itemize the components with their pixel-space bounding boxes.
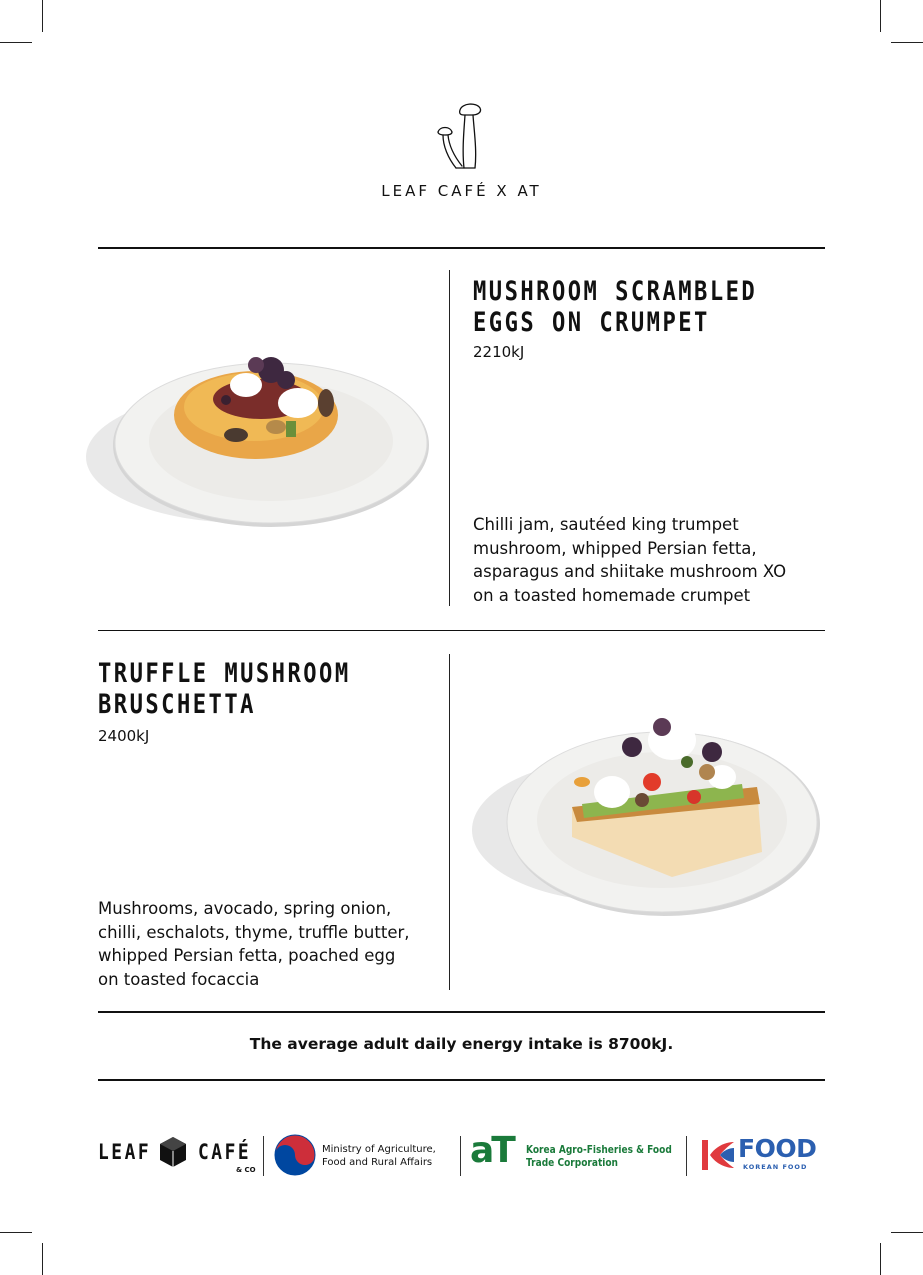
divider (98, 1011, 825, 1013)
crop-mark (891, 42, 923, 43)
dish-energy: 2400kJ (98, 727, 150, 745)
dish-photo-bruschetta (472, 712, 824, 922)
at-mark: aT (470, 1130, 513, 1171)
crop-mark (880, 1243, 881, 1275)
crop-mark (891, 1232, 923, 1233)
kfood-sub: KOREAN FOOD (743, 1163, 808, 1171)
at-name-line: Trade Corporation (526, 1157, 618, 1169)
leaf-cafe-sub: & CO (236, 1166, 256, 1174)
divider (98, 247, 825, 249)
logo-separator (686, 1136, 687, 1176)
dish-title (98, 658, 351, 720)
dish-title-line: EGGS ON CRUMPET (473, 307, 710, 338)
footer-logos (98, 1130, 825, 1180)
dish-description-line: on toasted focaccia (98, 969, 260, 989)
kfood-word: FOOD (738, 1134, 817, 1163)
ministry-name (322, 1143, 436, 1169)
logo-separator (460, 1136, 461, 1176)
cube-icon (158, 1136, 188, 1168)
dish-description-line: chilli, eschalots, thyme, truffle butter, (98, 922, 410, 942)
crop-mark (42, 0, 43, 32)
taegeuk-icon (274, 1134, 316, 1176)
at-name-line: Korea Agro-Fisheries & Food (526, 1144, 672, 1156)
energy-notice: The average adult daily energy intake is 8700kJ. (249, 1035, 674, 1053)
brand-header (0, 100, 923, 200)
column-divider (449, 654, 450, 990)
dish-title-line: BRUSCHETTA (98, 689, 256, 720)
dish-description-line: mushroom, whipped Persian fetta, (473, 538, 757, 558)
dish-energy: 2210kJ (473, 343, 525, 361)
dish-description-line: whipped Persian fetta, poached egg (98, 946, 396, 965)
dish-title-line: TRUFFLE MUSHROOM (98, 658, 351, 689)
dish-title-line: MUSHROOM SCRAMBLED (473, 276, 758, 307)
crop-mark (0, 42, 32, 43)
crop-mark (0, 1232, 32, 1233)
divider (98, 1079, 825, 1081)
brand-title: LEAF CAFÉ X AT (381, 182, 542, 200)
ministry-name-line: Ministry of Agriculture, (322, 1144, 436, 1155)
k-mark-icon (698, 1136, 738, 1174)
dish-description (98, 897, 443, 991)
crop-mark (42, 1243, 43, 1275)
dish-title (473, 276, 757, 338)
at-name (526, 1144, 672, 1170)
column-divider (449, 270, 450, 606)
divider (98, 630, 825, 631)
dish-description-line: Chilli jam, sautéed king trumpet (473, 515, 739, 534)
leaf-cafe-word-left: LEAF (98, 1140, 152, 1164)
leaf-cafe-word-right: CAFÉ (198, 1140, 252, 1164)
dish-photo-scrambled-eggs (86, 345, 436, 535)
logo-separator (263, 1136, 264, 1176)
mushroom-line-icon (432, 100, 492, 172)
dish-description-line: asparagus and shiitake mushroom XO (473, 562, 787, 581)
dish-description (473, 513, 833, 607)
dish-description-line: Mushrooms, avocado, spring onion, (98, 899, 392, 918)
ministry-name-line: Food and Rural Affairs (322, 1157, 433, 1168)
dish-description-line: on a toasted homemade crumpet (473, 585, 751, 605)
crop-mark (880, 0, 881, 32)
